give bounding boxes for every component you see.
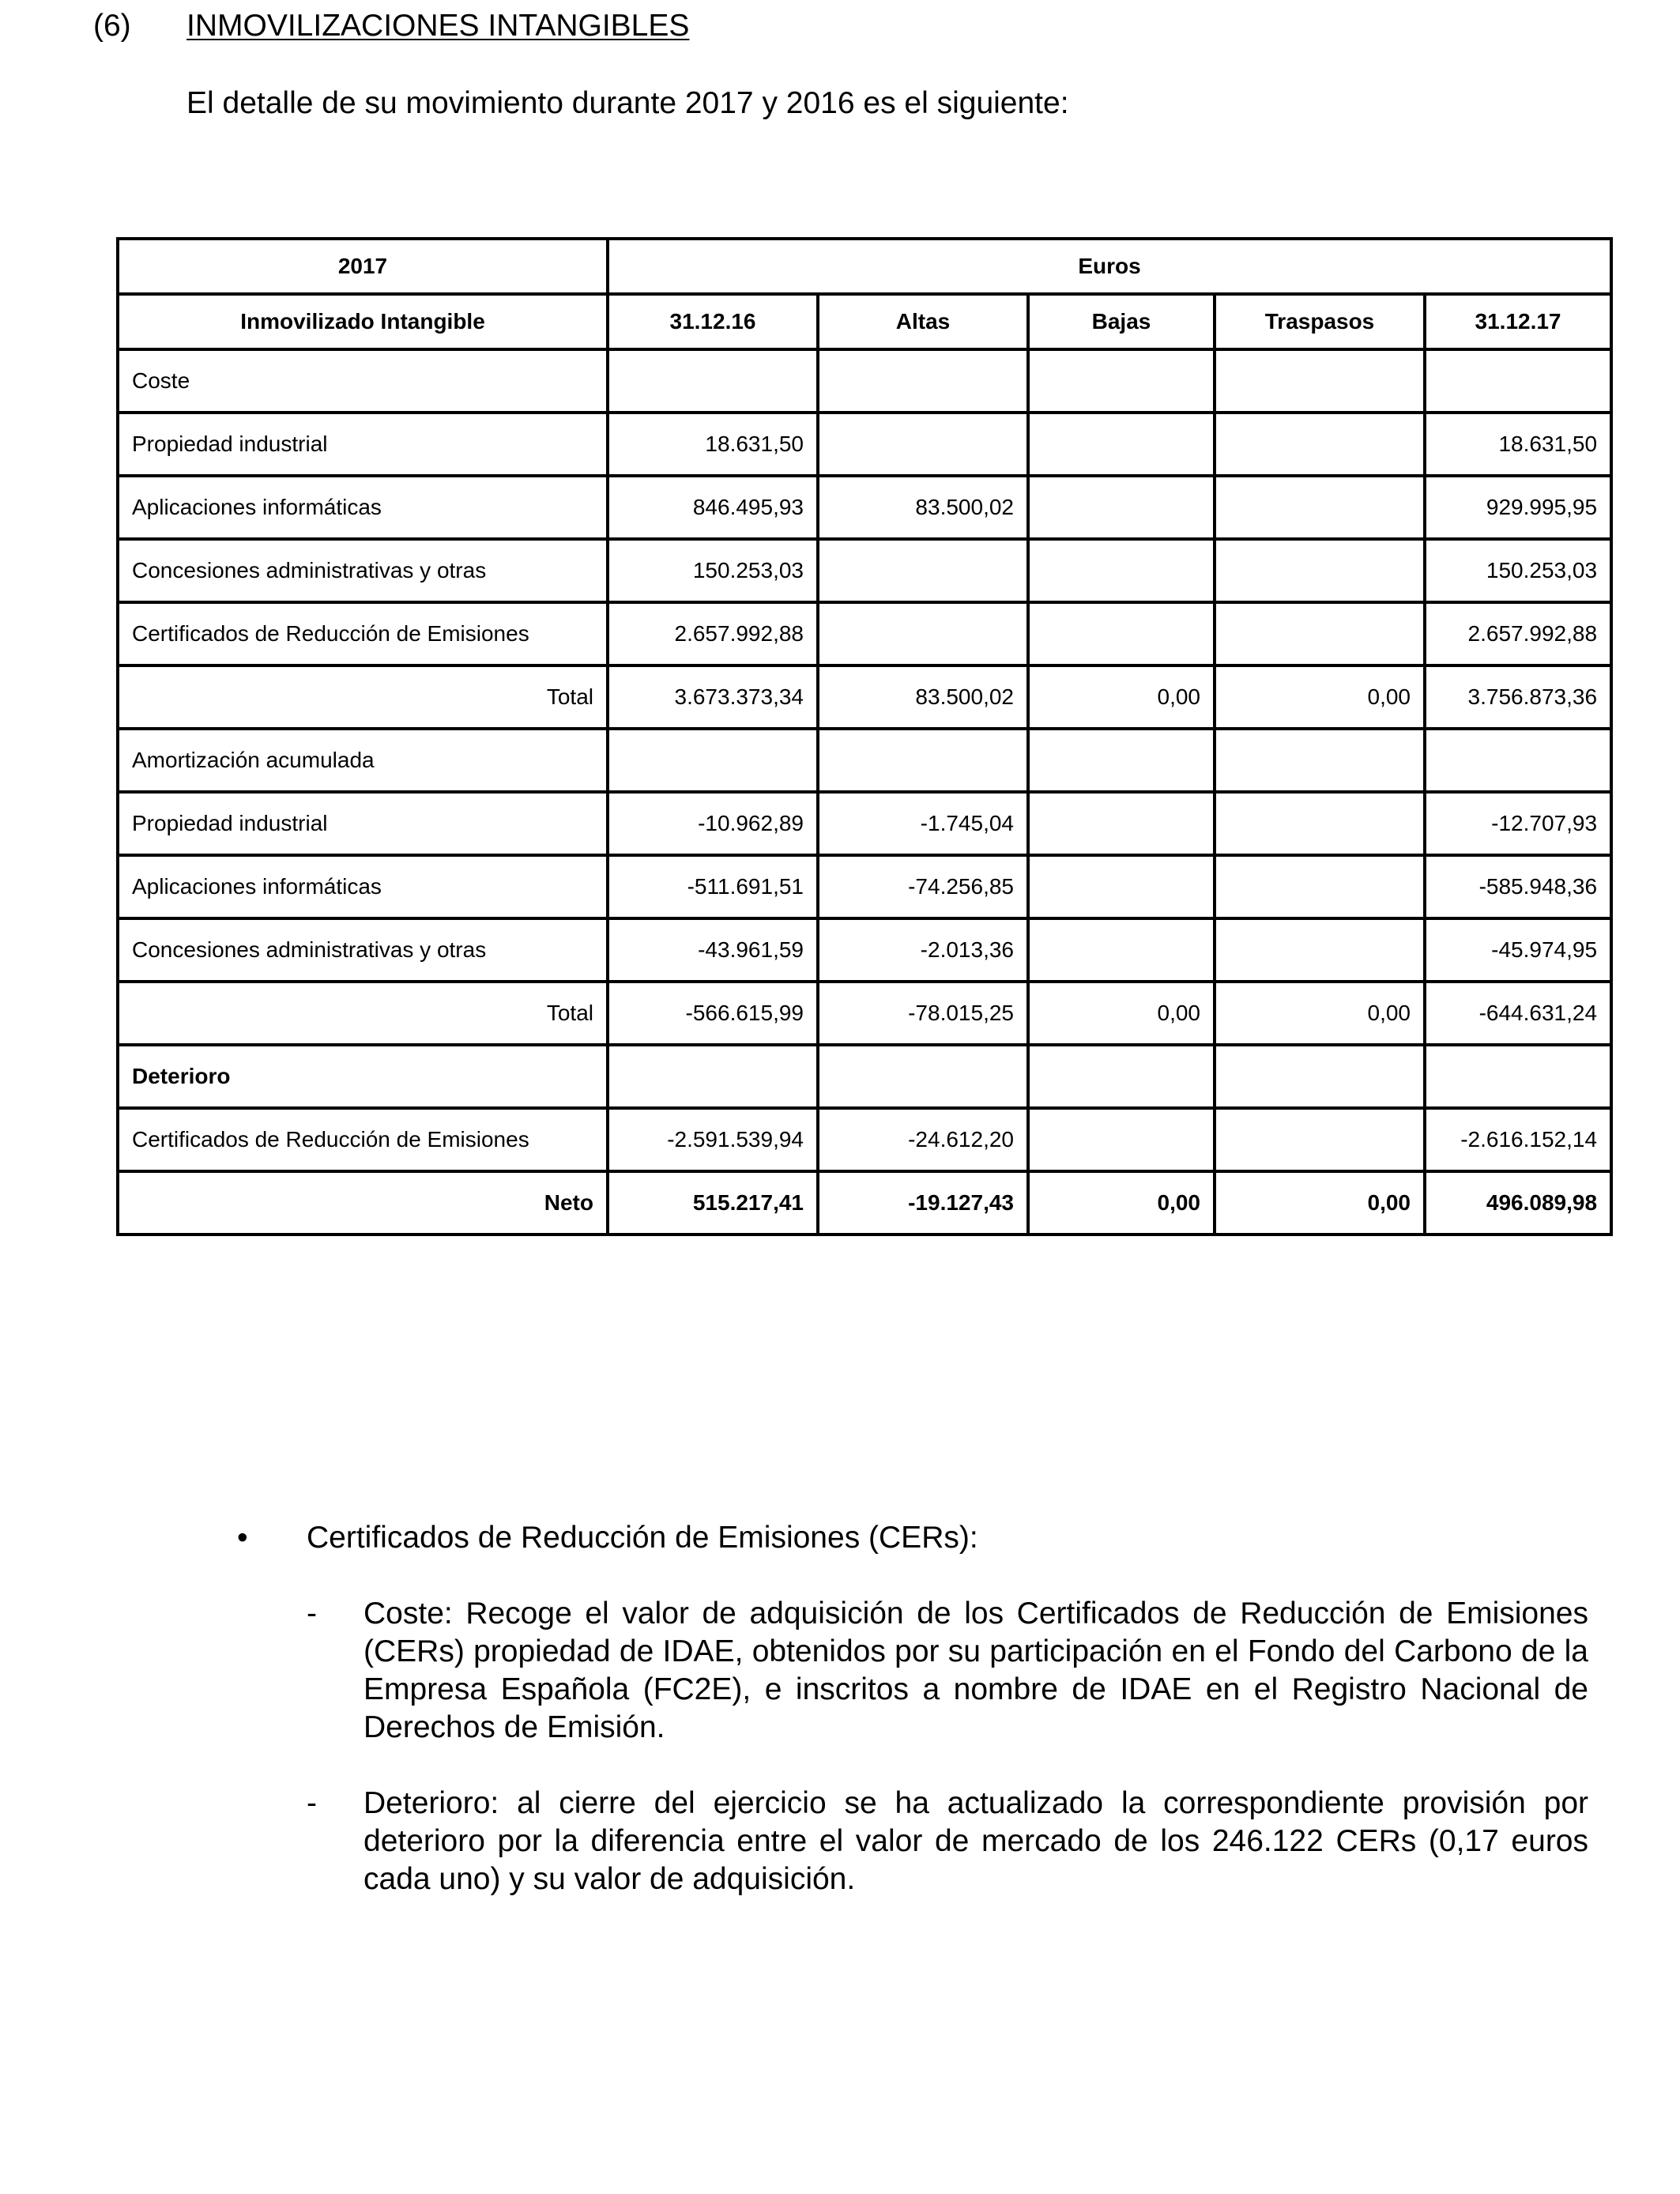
table-row (118, 1045, 1611, 1108)
bullet-symbol: • (237, 1521, 248, 1555)
cell-value: -45.974,95 (1425, 918, 1611, 982)
cell-value (1215, 349, 1425, 413)
cell-value: 846.495,93 (608, 476, 818, 539)
cell-value (1215, 855, 1425, 918)
cell-value: -585.948,36 (1425, 855, 1611, 918)
cell-value: 18.631,50 (608, 413, 818, 476)
cell-value (1215, 729, 1425, 792)
cell-value: 0,00 (1028, 665, 1215, 729)
table-row (118, 665, 1611, 729)
cell-value: -43.961,59 (608, 918, 818, 982)
col-header-closing: 31.12.17 (1425, 294, 1611, 349)
row-label: Concesiones administrativas y otras (118, 918, 608, 982)
cell-value (1028, 1108, 1215, 1171)
cell-value (1028, 539, 1215, 602)
table-row (118, 1108, 1611, 1171)
cell-value: 515.217,41 (608, 1171, 818, 1235)
cell-value: 2.657.992,88 (1425, 602, 1611, 665)
cell-value: 3.756.873,36 (1425, 665, 1611, 729)
cell-value: -1.745,04 (818, 792, 1028, 855)
row-label: Propiedad industrial (118, 792, 608, 855)
cell-value: -644.631,24 (1425, 982, 1611, 1045)
cell-value: 83.500,02 (818, 665, 1028, 729)
col-header-additions: Altas (818, 294, 1028, 349)
cell-value (608, 349, 818, 413)
cell-value: 0,00 (1215, 665, 1425, 729)
table-row (118, 539, 1611, 602)
cell-value (1425, 349, 1611, 413)
cell-value (818, 413, 1028, 476)
cell-value (818, 349, 1028, 413)
cell-value: 150.253,03 (1425, 539, 1611, 602)
dash-symbol: - (307, 1596, 317, 1630)
table-row (118, 349, 1611, 413)
table-header-row-2 (118, 294, 1611, 349)
cell-value (608, 729, 818, 792)
row-label: Concesiones administrativas y otras (118, 539, 608, 602)
cell-value: 0,00 (1028, 982, 1215, 1045)
cell-value: -511.691,51 (608, 855, 818, 918)
table-row (118, 729, 1611, 792)
row-label: Coste (118, 349, 608, 413)
table-row (118, 602, 1611, 665)
cell-value (1028, 1045, 1215, 1108)
cell-value (1215, 1045, 1425, 1108)
note-text: Deterioro: al cierre del ejercicio se ha actualizado la correspondiente provisión por deterioro por la diferencia entre el valor de mercado de los 246.122 CERs (0,17 euros cada uno) y su valor de adquisición. (363, 1786, 1588, 1896)
row-label: Deterioro (118, 1045, 608, 1108)
cell-value (818, 602, 1028, 665)
cell-value: 496.089,98 (1425, 1171, 1611, 1235)
cell-value: -24.612,20 (818, 1108, 1028, 1171)
cell-value (1028, 855, 1215, 918)
note-text: Coste: Recoge el valor de adquisición de los Certificados de Reducción de Emisiones (CERs) propiedad de IDAE, obtenidos por su participación en el Fondo del Carbono de la Empresa Española (FC2E), e inscritos a nombre de IDAE en el Registro Nacional de Derechos de Emisión. (363, 1596, 1588, 1744)
cell-value: 0,00 (1215, 1171, 1425, 1235)
note-item-impairment (237, 1785, 1588, 1898)
cell-value (1215, 792, 1425, 855)
intro-paragraph: El detalle de su movimiento durante 2017 y 2016 es el siguiente: (186, 86, 1069, 120)
cell-value (1215, 602, 1425, 665)
table-row (118, 982, 1611, 1045)
cell-value (608, 1045, 818, 1108)
cell-value (1028, 792, 1215, 855)
cell-value: -2.616.152,14 (1425, 1108, 1611, 1171)
header-year: 2017 (118, 239, 608, 294)
table-body (118, 349, 1611, 1235)
cell-value: -10.962,89 (608, 792, 818, 855)
table-row (118, 918, 1611, 982)
cell-value: -566.615,99 (608, 982, 818, 1045)
table-row (118, 792, 1611, 855)
table-row (118, 855, 1611, 918)
cell-value (818, 539, 1028, 602)
cell-value: 150.253,03 (608, 539, 818, 602)
row-label: Total (118, 982, 608, 1045)
cell-value: 83.500,02 (818, 476, 1028, 539)
cell-value (818, 729, 1028, 792)
col-header-opening: 31.12.16 (608, 294, 818, 349)
cell-value (1215, 1108, 1425, 1171)
col-header-disposals: Bajas (1028, 294, 1215, 349)
section-number: (6) (93, 9, 131, 43)
cell-value: 0,00 (1215, 982, 1425, 1045)
header-currency: Euros (608, 239, 1611, 294)
cell-value (1028, 476, 1215, 539)
col-header-concept: Inmovilizado Intangible (118, 294, 608, 349)
cell-value: 3.673.373,34 (608, 665, 818, 729)
row-label: Aplicaciones informáticas (118, 476, 608, 539)
cell-value (1215, 539, 1425, 602)
row-label: Certificados de Reducción de Emisiones (118, 1108, 608, 1171)
row-label: Total (118, 665, 608, 729)
cell-value (1425, 729, 1611, 792)
note-item-cost (237, 1595, 1588, 1747)
cell-value (1215, 476, 1425, 539)
cell-value (818, 1045, 1028, 1108)
row-label: Neto (118, 1171, 608, 1235)
cell-value (1215, 918, 1425, 982)
col-header-transfers: Traspasos (1215, 294, 1425, 349)
cell-value: -2.013,36 (818, 918, 1028, 982)
cell-value: -12.707,93 (1425, 792, 1611, 855)
cell-value (1028, 602, 1215, 665)
row-label: Aplicaciones informáticas (118, 855, 608, 918)
cell-value (1215, 413, 1425, 476)
cell-value: -19.127,43 (818, 1171, 1028, 1235)
cell-value: -2.591.539,94 (608, 1108, 818, 1171)
cell-value (1028, 918, 1215, 982)
cell-value: -74.256,85 (818, 855, 1028, 918)
table-header-row-1 (118, 239, 1611, 294)
row-label: Certificados de Reducción de Emisiones (118, 602, 608, 665)
table-row (118, 476, 1611, 539)
section-title: INMOVILIZACIONES INTANGIBLES (186, 9, 690, 43)
cell-value (1028, 349, 1215, 413)
cell-value: 0,00 (1028, 1171, 1215, 1235)
row-label: Amortización acumulada (118, 729, 608, 792)
table-row (118, 413, 1611, 476)
intangible-assets-table (116, 237, 1613, 1236)
section-heading (93, 6, 689, 46)
cell-value (1028, 729, 1215, 792)
cell-value: 2.657.992,88 (608, 602, 818, 665)
bullet-title: Certificados de Reducción de Emisiones (CERs): (307, 1521, 978, 1555)
cell-value: -78.015,25 (818, 982, 1028, 1045)
cell-value (1028, 413, 1215, 476)
row-label: Propiedad industrial (118, 413, 608, 476)
table-row (118, 1171, 1611, 1235)
cell-value (1425, 1045, 1611, 1108)
cell-value: 18.631,50 (1425, 413, 1611, 476)
dash-symbol: - (307, 1786, 317, 1820)
notes-section (237, 1519, 1588, 1936)
cell-value: 929.995,95 (1425, 476, 1611, 539)
cers-bullet (237, 1519, 1588, 1557)
